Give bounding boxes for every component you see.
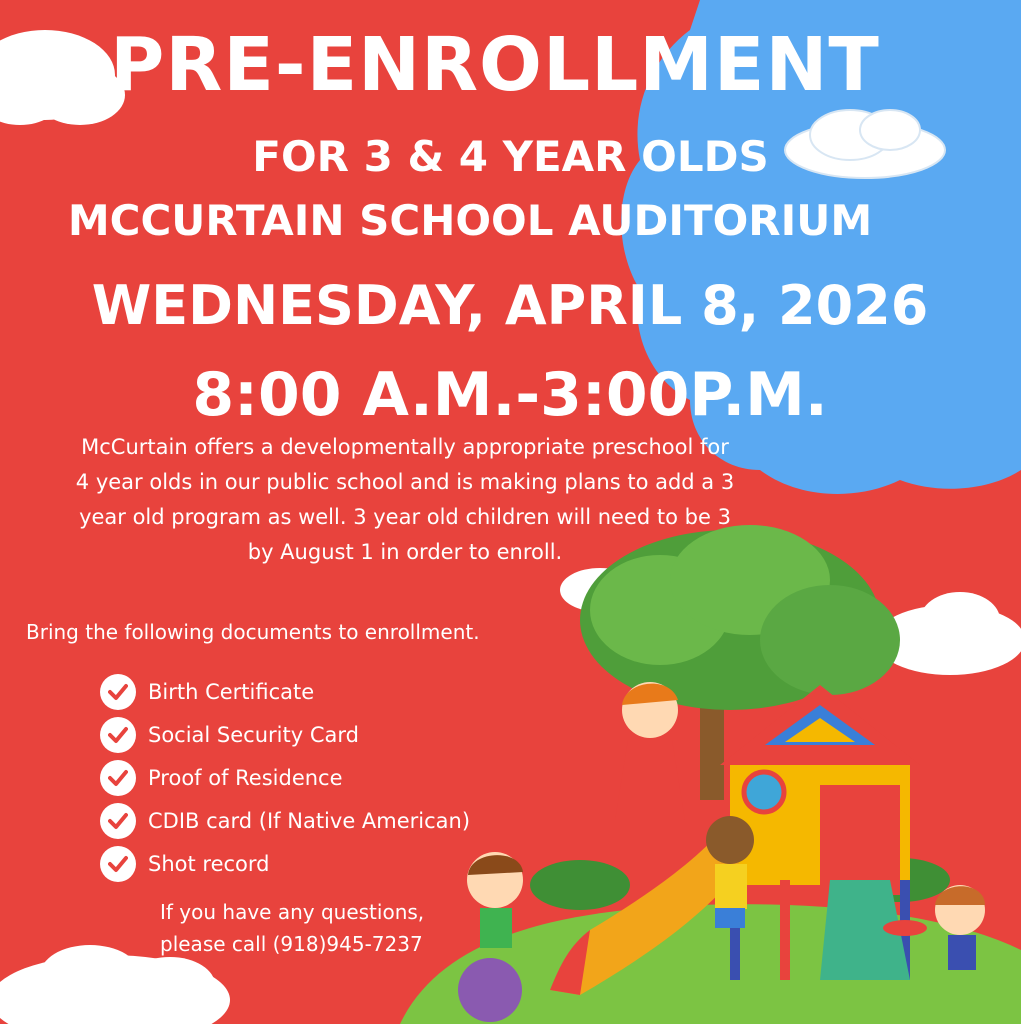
checkmark-icon <box>100 760 136 796</box>
list-item-label: Birth Certificate <box>148 679 315 704</box>
list-item-label: CDIB card (If Native American) <box>148 808 471 833</box>
checkmark-icon <box>100 717 136 753</box>
checkmark-icon <box>100 674 136 710</box>
event-date: WEDNESDAY, APRIL 8, 2026 <box>91 274 929 337</box>
description-line: 4 year olds in our public school and is making plans to add a 3 <box>75 470 735 494</box>
event-time: 8:00 A.M.-3:00P.M. <box>192 360 828 430</box>
contact-line: If you have any questions, <box>160 900 425 924</box>
location-heading: MCCURTAIN SCHOOL AUDITORIUM <box>67 196 873 245</box>
list-item-label: Social Security Card <box>148 722 359 747</box>
checkmark-icon <box>100 846 136 882</box>
page-title: PRE-ENROLLMENT <box>110 22 880 108</box>
list-item-label: Proof of Residence <box>148 765 343 790</box>
checkmark-icon <box>100 803 136 839</box>
child-figure <box>615 682 685 820</box>
playground-illustration <box>400 520 1021 1024</box>
contact-line: please call (918)945-7237 <box>160 932 423 956</box>
description-line: McCurtain offers a developmentally appropriate preschool for <box>81 435 729 459</box>
list-item-label: Shot record <box>148 851 270 876</box>
contact-info <box>160 896 424 960</box>
age-subtitle: FOR 3 & 4 YEAR OLDS <box>252 132 769 181</box>
description-line: by August 1 in order to enroll. <box>247 540 563 564</box>
description-line: year old program as well. 3 year old children will need to be 3 <box>79 505 731 529</box>
documents-intro: Bring the following documents to enrollment. <box>26 620 480 644</box>
